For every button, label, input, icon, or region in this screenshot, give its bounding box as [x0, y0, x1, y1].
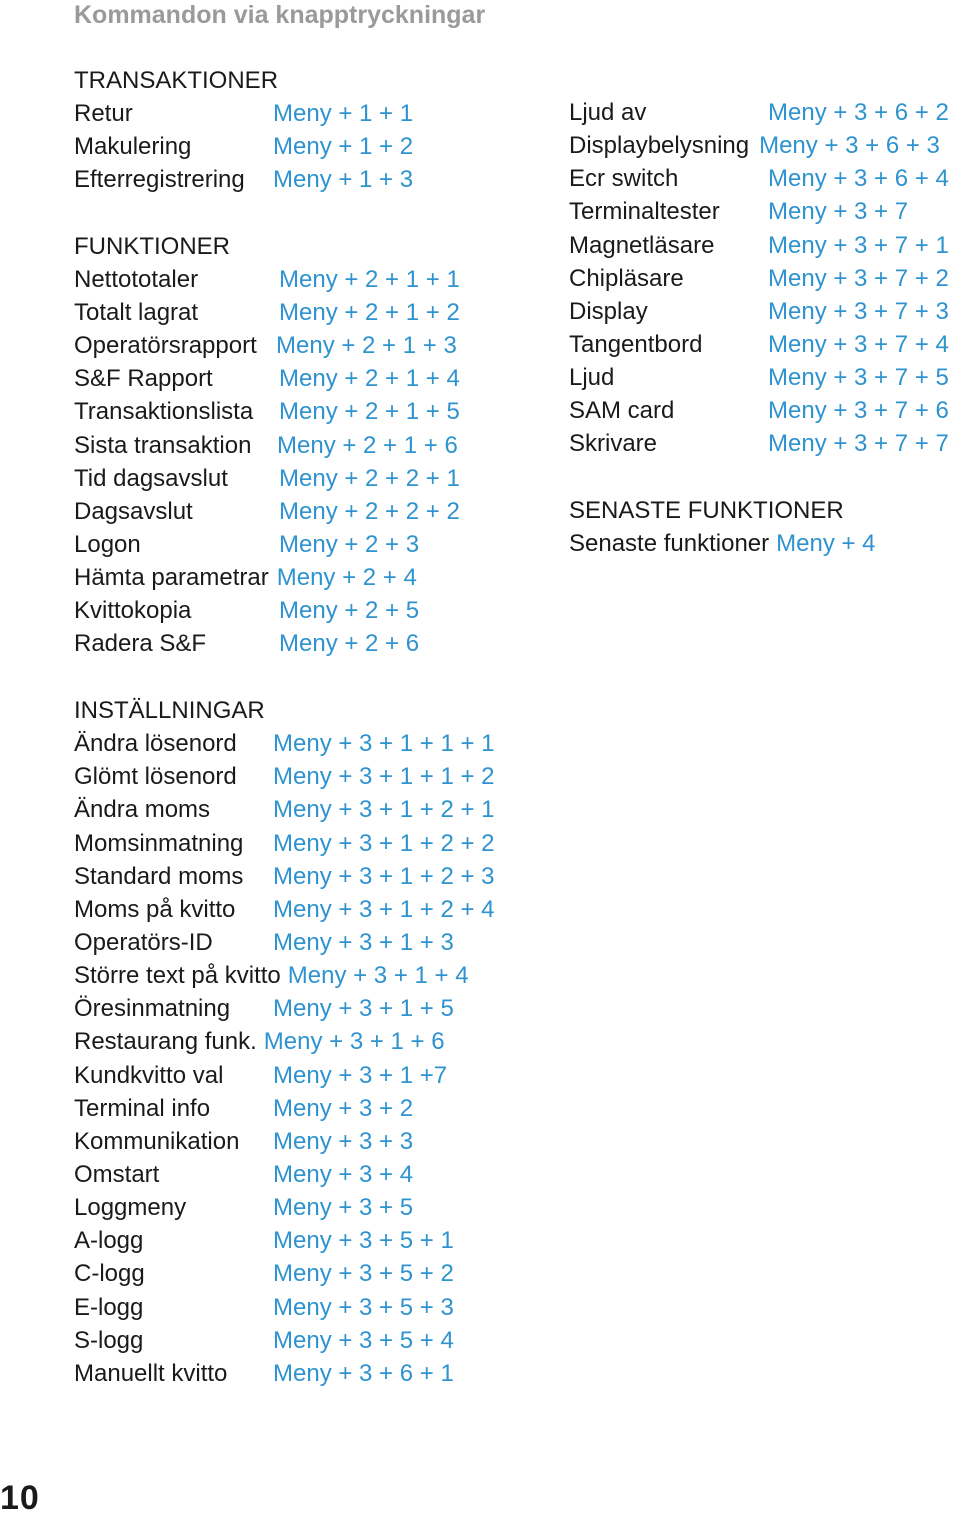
command-row	[74, 395, 544, 428]
command-row	[74, 793, 544, 826]
command-label: S-logg	[74, 1326, 144, 1354]
command-row	[74, 528, 544, 561]
command-label: Kvittokopia	[74, 597, 192, 625]
command-keys: Meny + 3 + 7	[768, 198, 909, 226]
rows-installningar-continued	[569, 96, 960, 461]
command-row	[74, 1025, 544, 1058]
command-row	[74, 97, 544, 130]
command-row	[74, 263, 544, 296]
command-label: Kundkvitto val	[74, 1061, 224, 1089]
command-keys: Meny + 2 + 1 + 6	[277, 431, 458, 459]
command-keys: Meny + 3 + 1 + 2 + 4	[273, 895, 495, 923]
command-row	[74, 130, 544, 163]
command-keys: Meny + 2 + 5	[279, 597, 420, 625]
command-keys: Meny + 3 + 7 + 5	[768, 364, 949, 392]
command-keys: Meny + 3 + 7 + 4	[768, 330, 949, 358]
section-header-funktioner: FUNKTIONER	[74, 232, 230, 260]
command-row	[74, 760, 544, 793]
command-row	[74, 959, 544, 992]
command-keys: Meny + 2 + 2 + 1	[279, 464, 460, 492]
command-label: Dagsavslut	[74, 497, 193, 525]
command-keys: Meny + 2 + 1 + 2	[279, 298, 460, 326]
command-label: Display	[569, 297, 648, 325]
command-label: Loggmeny	[74, 1194, 187, 1222]
command-keys: Meny + 2 + 6	[279, 630, 420, 658]
command-label: A-logg	[74, 1227, 144, 1255]
section-transaktioner-funktioner	[74, 64, 544, 661]
command-label: Skrivare	[569, 430, 658, 458]
command-keys: Meny + 3 + 6 + 3	[759, 132, 940, 160]
command-label: Restaurang funk.	[74, 1028, 257, 1056]
command-label: Momsinmatning	[74, 829, 244, 857]
command-keys: Meny + 2 + 1 + 4	[279, 365, 460, 393]
command-row	[74, 163, 544, 196]
command-row	[74, 1191, 544, 1224]
command-keys: Meny + 3 + 6 + 2	[768, 99, 949, 126]
command-row	[74, 926, 544, 959]
command-row	[74, 462, 544, 495]
command-keys: Meny + 2 + 2 + 2	[279, 497, 460, 525]
section-header-transaktioner: TRANSAKTIONER	[74, 67, 279, 94]
command-label: Terminal info	[74, 1094, 211, 1122]
command-row	[569, 96, 960, 129]
command-row	[74, 1092, 544, 1125]
command-row	[569, 328, 960, 361]
command-keys: Meny + 3 + 5 + 4	[273, 1326, 454, 1354]
command-keys: Meny + 2 + 1 + 5	[279, 398, 460, 426]
command-label: Magnetläsare	[569, 231, 715, 259]
section-header-installningar: INSTÄLLNINGAR	[74, 697, 265, 724]
command-row	[74, 429, 544, 462]
command-keys: Meny + 1 + 2	[273, 133, 414, 161]
command-label: Nettototaler	[74, 265, 199, 293]
command-row	[74, 860, 544, 893]
command-row	[74, 561, 544, 594]
rows-funktioner	[74, 263, 544, 661]
page-title: Kommandon via knapptryckningar	[74, 1, 486, 29]
command-label: Retur	[74, 100, 133, 128]
command-label: Logon	[74, 530, 141, 558]
command-row	[74, 495, 544, 528]
command-label: Kommunikation	[74, 1127, 240, 1155]
command-keys: Meny + 3 + 5 + 1	[273, 1227, 454, 1255]
command-label: Manuellt kvitto	[74, 1359, 228, 1387]
command-label: Omstart	[74, 1160, 160, 1188]
command-row	[74, 362, 544, 395]
command-label: Makulering	[74, 133, 192, 161]
command-row	[569, 195, 960, 228]
command-keys: Meny + 2 + 4	[276, 564, 417, 592]
command-label: Ljud	[569, 364, 615, 392]
command-label: Ändra moms	[74, 796, 211, 824]
command-label: SAM card	[569, 397, 675, 425]
command-keys: Meny + 4	[776, 529, 876, 557]
command-label: Ecr switch	[569, 165, 679, 193]
command-label: Ändra lösenord	[74, 730, 237, 758]
command-row	[74, 1059, 544, 1092]
command-keys: Meny + 3 + 1 + 4	[287, 962, 469, 990]
command-keys: Meny + 3 + 3	[273, 1127, 414, 1155]
command-keys: Meny + 3 + 1 + 3	[273, 928, 454, 956]
command-keys: Meny + 3 + 6 + 4	[768, 165, 949, 193]
command-row	[74, 893, 544, 926]
section-installningar	[74, 694, 544, 1390]
command-keys: Meny + 2 + 1 + 3	[276, 332, 457, 360]
command-label: Totalt lagrat	[74, 298, 199, 326]
command-keys: Meny + 3 + 1 + 2 + 1	[273, 796, 495, 824]
command-label: E-logg	[74, 1293, 144, 1321]
command-label: Standard moms	[74, 862, 244, 890]
command-keys: Meny + 3 + 7 + 7	[768, 430, 949, 458]
command-keys: Meny + 3 + 1 + 2 + 2	[273, 829, 495, 857]
command-keys: Meny + 2 + 1 + 1	[279, 265, 460, 293]
command-keys: Meny + 3 + 1 + 2 + 3	[273, 862, 495, 890]
command-row	[569, 527, 960, 560]
command-keys: Meny + 2 + 3	[279, 530, 420, 558]
command-keys: Meny + 3 + 1 + 1 + 2	[273, 763, 495, 791]
command-keys: Meny + 3 + 7 + 3	[768, 297, 949, 325]
command-row	[74, 827, 544, 860]
section-header-senaste-funktioner: SENASTE FUNKTIONER	[569, 496, 844, 524]
command-row	[74, 1291, 544, 1324]
command-label: Transaktionslista	[74, 398, 254, 426]
command-row	[569, 129, 960, 162]
command-row	[569, 162, 960, 195]
command-row	[74, 627, 544, 660]
command-row	[74, 329, 544, 362]
command-label: Radera S&F	[74, 630, 207, 658]
command-label: Ljud av	[569, 99, 647, 126]
command-label: Hämta parametrar	[74, 564, 269, 592]
command-label: Chipläsare	[569, 264, 684, 292]
command-label: S&F Rapport	[74, 365, 213, 393]
command-row	[74, 1158, 544, 1191]
command-keys: Meny + 1 + 1	[273, 100, 414, 128]
command-label: Efterregistrering	[74, 166, 245, 194]
command-label: Terminaltester	[569, 198, 720, 226]
command-keys: Meny + 3 + 6 + 1	[273, 1359, 454, 1387]
command-row	[74, 594, 544, 627]
command-keys: Meny + 3 + 7 + 2	[768, 264, 949, 292]
page-number: 10	[0, 1479, 40, 1517]
command-row	[74, 992, 544, 1025]
command-row	[74, 1224, 544, 1257]
command-row	[569, 427, 960, 460]
command-label: Öresinmatning	[74, 995, 231, 1023]
command-keys: Meny + 3 + 5 + 2	[273, 1260, 454, 1288]
command-keys: Meny + 3 + 1 + 6	[263, 1028, 445, 1056]
command-row	[74, 296, 544, 329]
command-keys: Meny + 3 + 7 + 6	[768, 397, 949, 425]
command-label: Glömt lösenord	[74, 763, 237, 791]
command-row	[74, 727, 544, 760]
command-keys: Meny + 3 + 5 + 3	[273, 1293, 454, 1321]
command-keys: Meny + 3 + 4	[273, 1160, 414, 1188]
command-row	[74, 1257, 544, 1290]
command-label: Operatörs-ID	[74, 928, 213, 956]
command-keys: Meny + 1 + 3	[273, 166, 414, 194]
command-label: Större text på kvitto	[74, 962, 281, 990]
command-keys: Meny + 3 + 2	[273, 1094, 414, 1122]
command-keys: Meny + 3 + 5	[273, 1194, 414, 1222]
command-row	[569, 262, 960, 295]
section-installningar-continued	[569, 96, 960, 560]
spacer	[569, 461, 960, 494]
rows-senaste-funktioner	[569, 527, 960, 560]
command-keys: Meny + 3 + 7 + 1	[768, 231, 949, 259]
command-label: Tid dagsavslut	[74, 464, 228, 492]
command-label: Operatörsrapport	[74, 332, 257, 360]
spacer	[74, 197, 544, 230]
command-label: Sista transaktion	[74, 431, 252, 459]
command-label: Tangentbord	[569, 330, 703, 358]
command-row	[74, 1324, 544, 1357]
rows-installningar	[74, 727, 544, 1390]
command-row	[569, 394, 960, 427]
command-keys: Meny + 3 + 1 + 1 + 1	[273, 730, 495, 758]
command-row	[74, 1125, 544, 1158]
command-label: Senaste funktioner	[569, 529, 770, 557]
command-row	[74, 1357, 544, 1390]
command-label: C-logg	[74, 1260, 145, 1288]
command-row	[569, 229, 960, 262]
rows-transaktioner	[74, 97, 544, 196]
command-row	[569, 361, 960, 394]
command-keys: Meny + 3 + 1 + 5	[273, 995, 454, 1023]
command-keys: Meny + 3 + 1 +7	[273, 1061, 448, 1089]
command-row	[569, 295, 960, 328]
command-label: Displaybelysning	[569, 132, 750, 160]
command-label: Moms på kvitto	[74, 895, 236, 923]
